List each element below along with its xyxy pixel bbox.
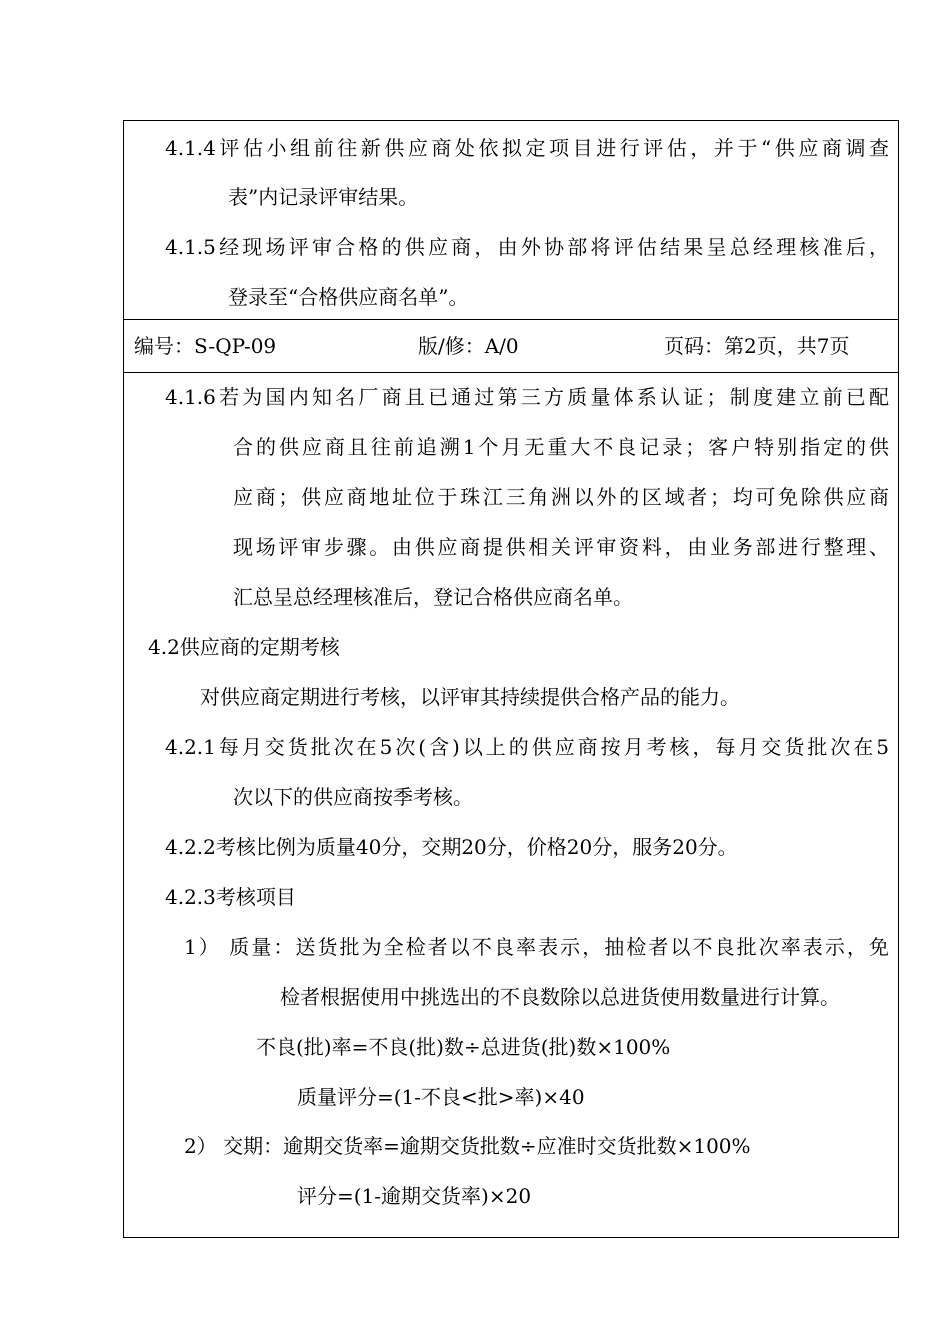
item-4-1-6-line3: 应商；供应商地址位于珠江三角洲以外的区域者；均可免除供应商 [233,485,889,509]
item-4-1-5-line2: 登录至“合格供应商名单”。 [228,285,469,309]
page-number: 页码：第2页，共7页 [664,334,850,358]
item-4-1-6-line1: 4.1.6若为国内知名厂商且已通过第三方质量体系认证；制度建立前已配 [165,385,889,409]
quality-formula2: 质量评分=(1-不良<批>率)×40 [297,1085,585,1109]
item-4-1-4-line1: 4.1.4评估小组前往新供应商处依拟定项目进行评估，并于“供应商调查 [165,136,889,160]
item-4-1-5-line1: 4.1.5经现场评审合格的供应商，由外协部将评估结果呈总经理核准后， [165,235,889,259]
quality-line2: 检者根据使用中挑选出的不良数除以总进货使用数量进行计算。 [280,985,840,1009]
quality-line1: 1） 质量：送货批为全检者以不良率表示，抽检者以不良批次率表示，免 [184,935,889,959]
item-4-1-6-line4: 现场评审步骤。由供应商提供相关评审资料，由业务部进行整理、 [233,535,889,559]
doc-number: 编号：S-QP-09 [134,334,277,358]
intro-4-2: 对供应商定期进行考核，以评审其持续提供合格产品的能力。 [200,685,740,709]
item-4-1-4-line2: 表”内记录评审结果。 [228,185,419,209]
item-4-2-1-line2: 次以下的供应商按季考核。 [233,785,473,809]
delivery-formula: 评分=(1-逾期交货率)×20 [297,1184,532,1208]
item-4-1-6-line5: 汇总呈总经理核准后，登记合格供应商名单。 [233,585,633,609]
header-bottom-rule [123,372,899,373]
revision: 版/修：A/0 [418,334,519,358]
item-4-1-6-line2: 合的供应商且往前追溯1个月无重大不良记录；客户特别指定的供 [233,435,889,459]
item-4-2-2: 4.2.2考核比例为质量40分，交期20分，价格20分，服务20分。 [165,835,738,859]
delivery-line1: 2） 交期：逾期交货率=逾期交货批数÷应准时交货批数×100% [184,1134,751,1158]
item-4-2-3: 4.2.3考核项目 [165,885,296,909]
heading-4-2: 4.2供应商的定期考核 [148,635,340,659]
quality-formula1: 不良(批)率=不良(批)数÷总进货(批)数×100% [256,1035,671,1059]
header-top-rule [123,319,899,320]
item-4-2-1-line1: 4.2.1每月交货批次在5次(含)以上的供应商按月考核，每月交货批次在5 [165,735,889,759]
